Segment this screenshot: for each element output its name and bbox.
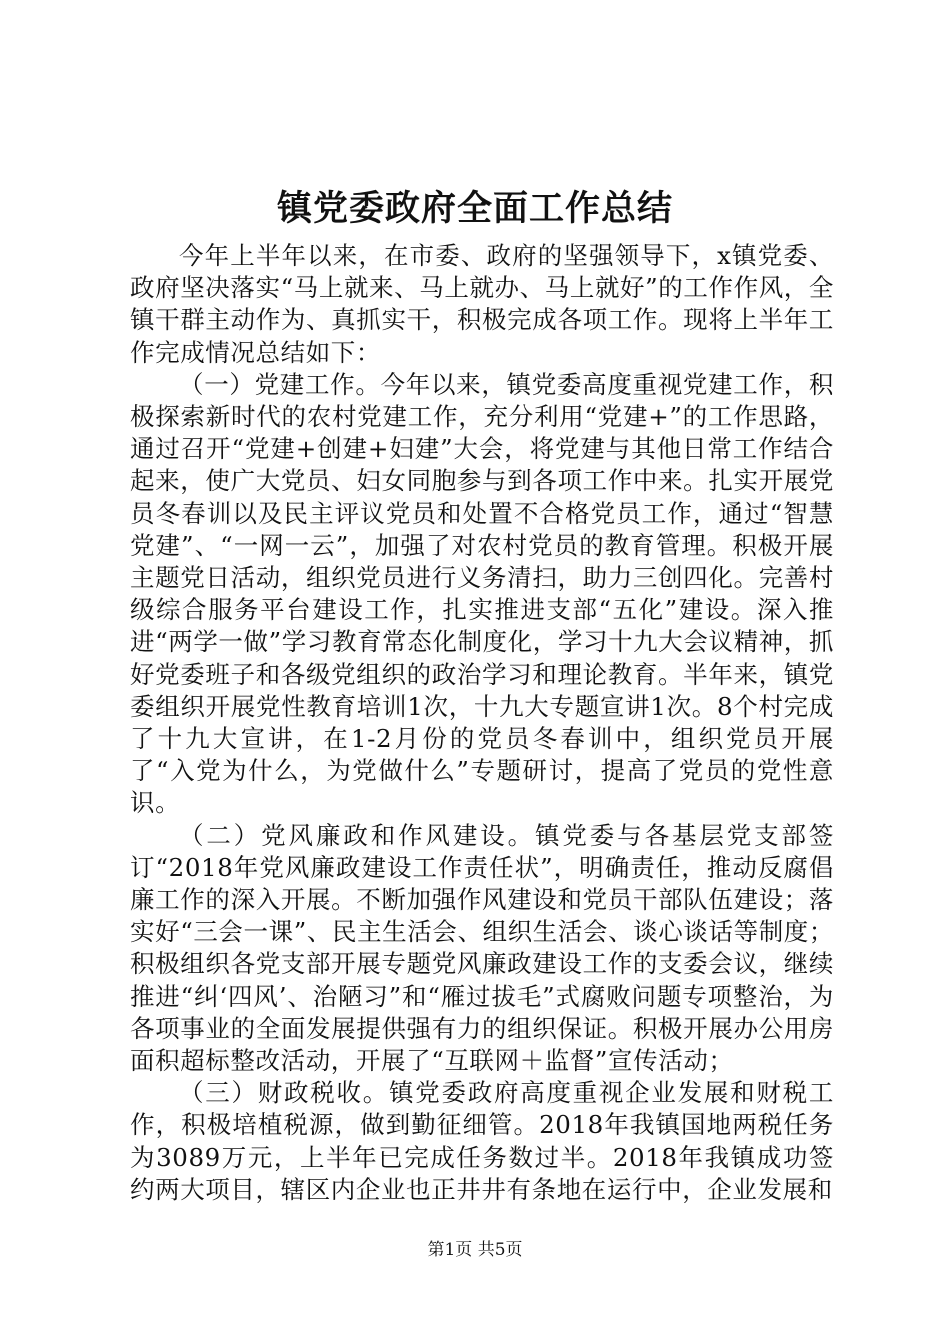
document-title: 镇党委政府全面工作总结	[276, 188, 673, 229]
paragraph-party-building: （一）党建工作。今年以来，镇党委高度重视党建工作，积极探索新时代的农村党建工作，充分利用“党建+”的工作思路，通过召开“党建+创建+妇建”大会，将党建与其他日常工作结合起来，使广大党员、妇女同胞参与到各项工作中来。扎实开展党员冬春训以及民主评议党员和处置不合格党员工作，通过“智慧党建”、“一网一云”，加强了对农村党员的教育管理。积极开展主题党日活动，组织党员进行义务清扫，助力三创四化。完善村级综合服务平台建设工作，扎实推进支部“五化”建设。深入推进“两学一做”学习教育常态化制度化，学习十九大会议精神，抓好党委班子和各级党组织的政治学习和理论教育。半年来，镇党委组织开展党性教育培训1次，十九大专题宣讲1次。8个村完成了十九大宣讲，在1-2月份的党员冬春训中，组织党员开展了“入党为什么，为党做什么”专题研讨，提高了党员的党性意识。	[130, 369, 834, 818]
document-body	[130, 240, 834, 1206]
paragraph-finance-tax: （三）财政税收。镇党委政府高度重视企业发展和财税工作，积极培植税源，做到勤征细管。2018年我镇国地两税任务为3089万元，上半年已完成任务数过半。2018年我镇成功签约两大项目，辖区内企业也正井井有条地在运行中，企业发展和	[130, 1078, 834, 1204]
paragraph-intro: 今年上半年以来，在市委、政府的坚强领导下，x镇党委、政府坚决落实“马上就来、马上就办、马上就好”的工作作风，全镇干群主动作为、真抓实干，积极完成各项工作。现将上半年工作完成情况总结如下：	[130, 241, 834, 367]
paragraph-clean-governance: （二）党风廉政和作风建设。镇党委与各基层党支部签订“2018年党风廉政建设工作责任状”，明确责任，推动反腐倡廉工作的深入开展。不断加强作风建设和党员干部队伍建设；落实好“三会一课”、民主生活会、组织生活会、谈心谈话等制度；积极组织各党支部开展专题党风廉政建设工作的支委会议，继续推进“纠‘四风’、治陋习”和“雁过拔毛”式腐败问题专项整治，为各项事业的全面发展提供强有力的组织保证。积极开展办公用房面积超标整改活动，开展了“互联网＋监督”宣传活动；	[130, 820, 834, 1076]
page-footer: 第1页 共5页	[427, 1240, 523, 1260]
